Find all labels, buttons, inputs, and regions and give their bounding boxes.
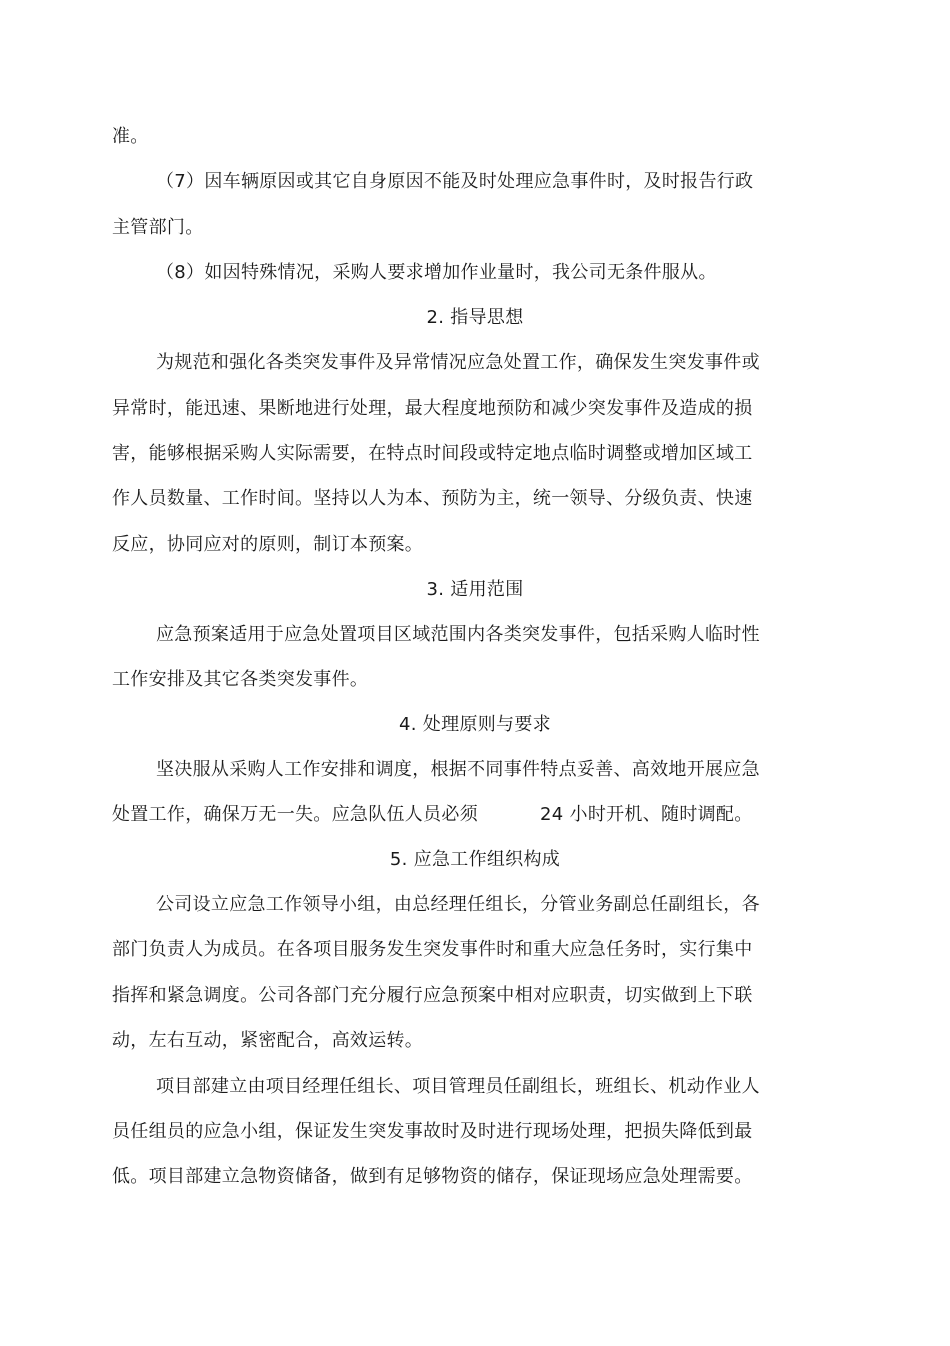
section-heading: 3. 适用范围 [426, 579, 524, 600]
section-heading: 2. 指导思想 [426, 307, 524, 328]
text-line: 24 小时开机、随时调配。 [540, 804, 753, 825]
text-line: 指挥和紧急调度。公司各部门充分履行应急预案中相对应职责，切实做到上下联 [112, 985, 753, 1006]
text-line: （7）因车辆原因或其它自身原因不能及时处理应急事件时，及时报告行政 [156, 171, 754, 192]
text-line: 公司设立应急工作领导小组，由总经理任组长，分管业务副总任副组长，各 [156, 894, 760, 915]
text-line: 坚决服从采购人工作安排和调度，根据不同事件特点妥善、高效地开展应急 [156, 759, 760, 780]
text-line: 应急预案适用于应急处置项目区域范围内各类突发事件，包括采购人临时性 [156, 624, 760, 645]
text-line: （8）如因特殊情况，采购人要求增加作业量时，我公司无条件服从。 [156, 262, 717, 283]
text-line: 员任组员的应急小组，保证发生突发事故时及时进行现场处理，把损失降低到最 [112, 1121, 753, 1142]
text-line: 反应，协同应对的原则，制订本预案。 [112, 534, 424, 555]
text-line: 异常时，能迅速、果断地进行处理，最大程度地预防和减少突发事件及造成的损 [112, 398, 753, 419]
text-line: 项目部建立由项目经理任组长、项目管理员任副组长，班组长、机动作业人 [156, 1076, 760, 1097]
text-line: 准。 [112, 126, 149, 147]
text-line: 为规范和强化各类突发事件及异常情况应急处置工作，确保发生突发事件或 [156, 352, 760, 373]
section-heading: 4. 处理原则与要求 [399, 714, 551, 735]
section-heading: 5. 应急工作组织构成 [389, 849, 561, 870]
text-line: 主管部门。 [112, 217, 204, 238]
text-line: 处置工作，确保万无一失。应急队伍人员必须 [112, 804, 478, 825]
text-line: 作人员数量、工作时间。坚持以人为本、预防为主，统一领导、分级负责、快速 [112, 488, 753, 509]
text-line: 低。项目部建立急物资储备，做到有足够物资的储存，保证现场应急处理需要。 [112, 1166, 753, 1187]
text-line: 工作安排及其它各类突发事件。 [112, 669, 369, 690]
text-line: 部门负责人为成员。在各项目服务发生突发事件时和重大应急任务时，实行集中 [112, 939, 753, 960]
text-line: 害，能够根据采购人实际需要，在特点时间段或特定地点临时调整或增加区域工 [112, 443, 753, 464]
text-line: 动，左右互动，紧密配合，高效运转。 [112, 1030, 424, 1051]
